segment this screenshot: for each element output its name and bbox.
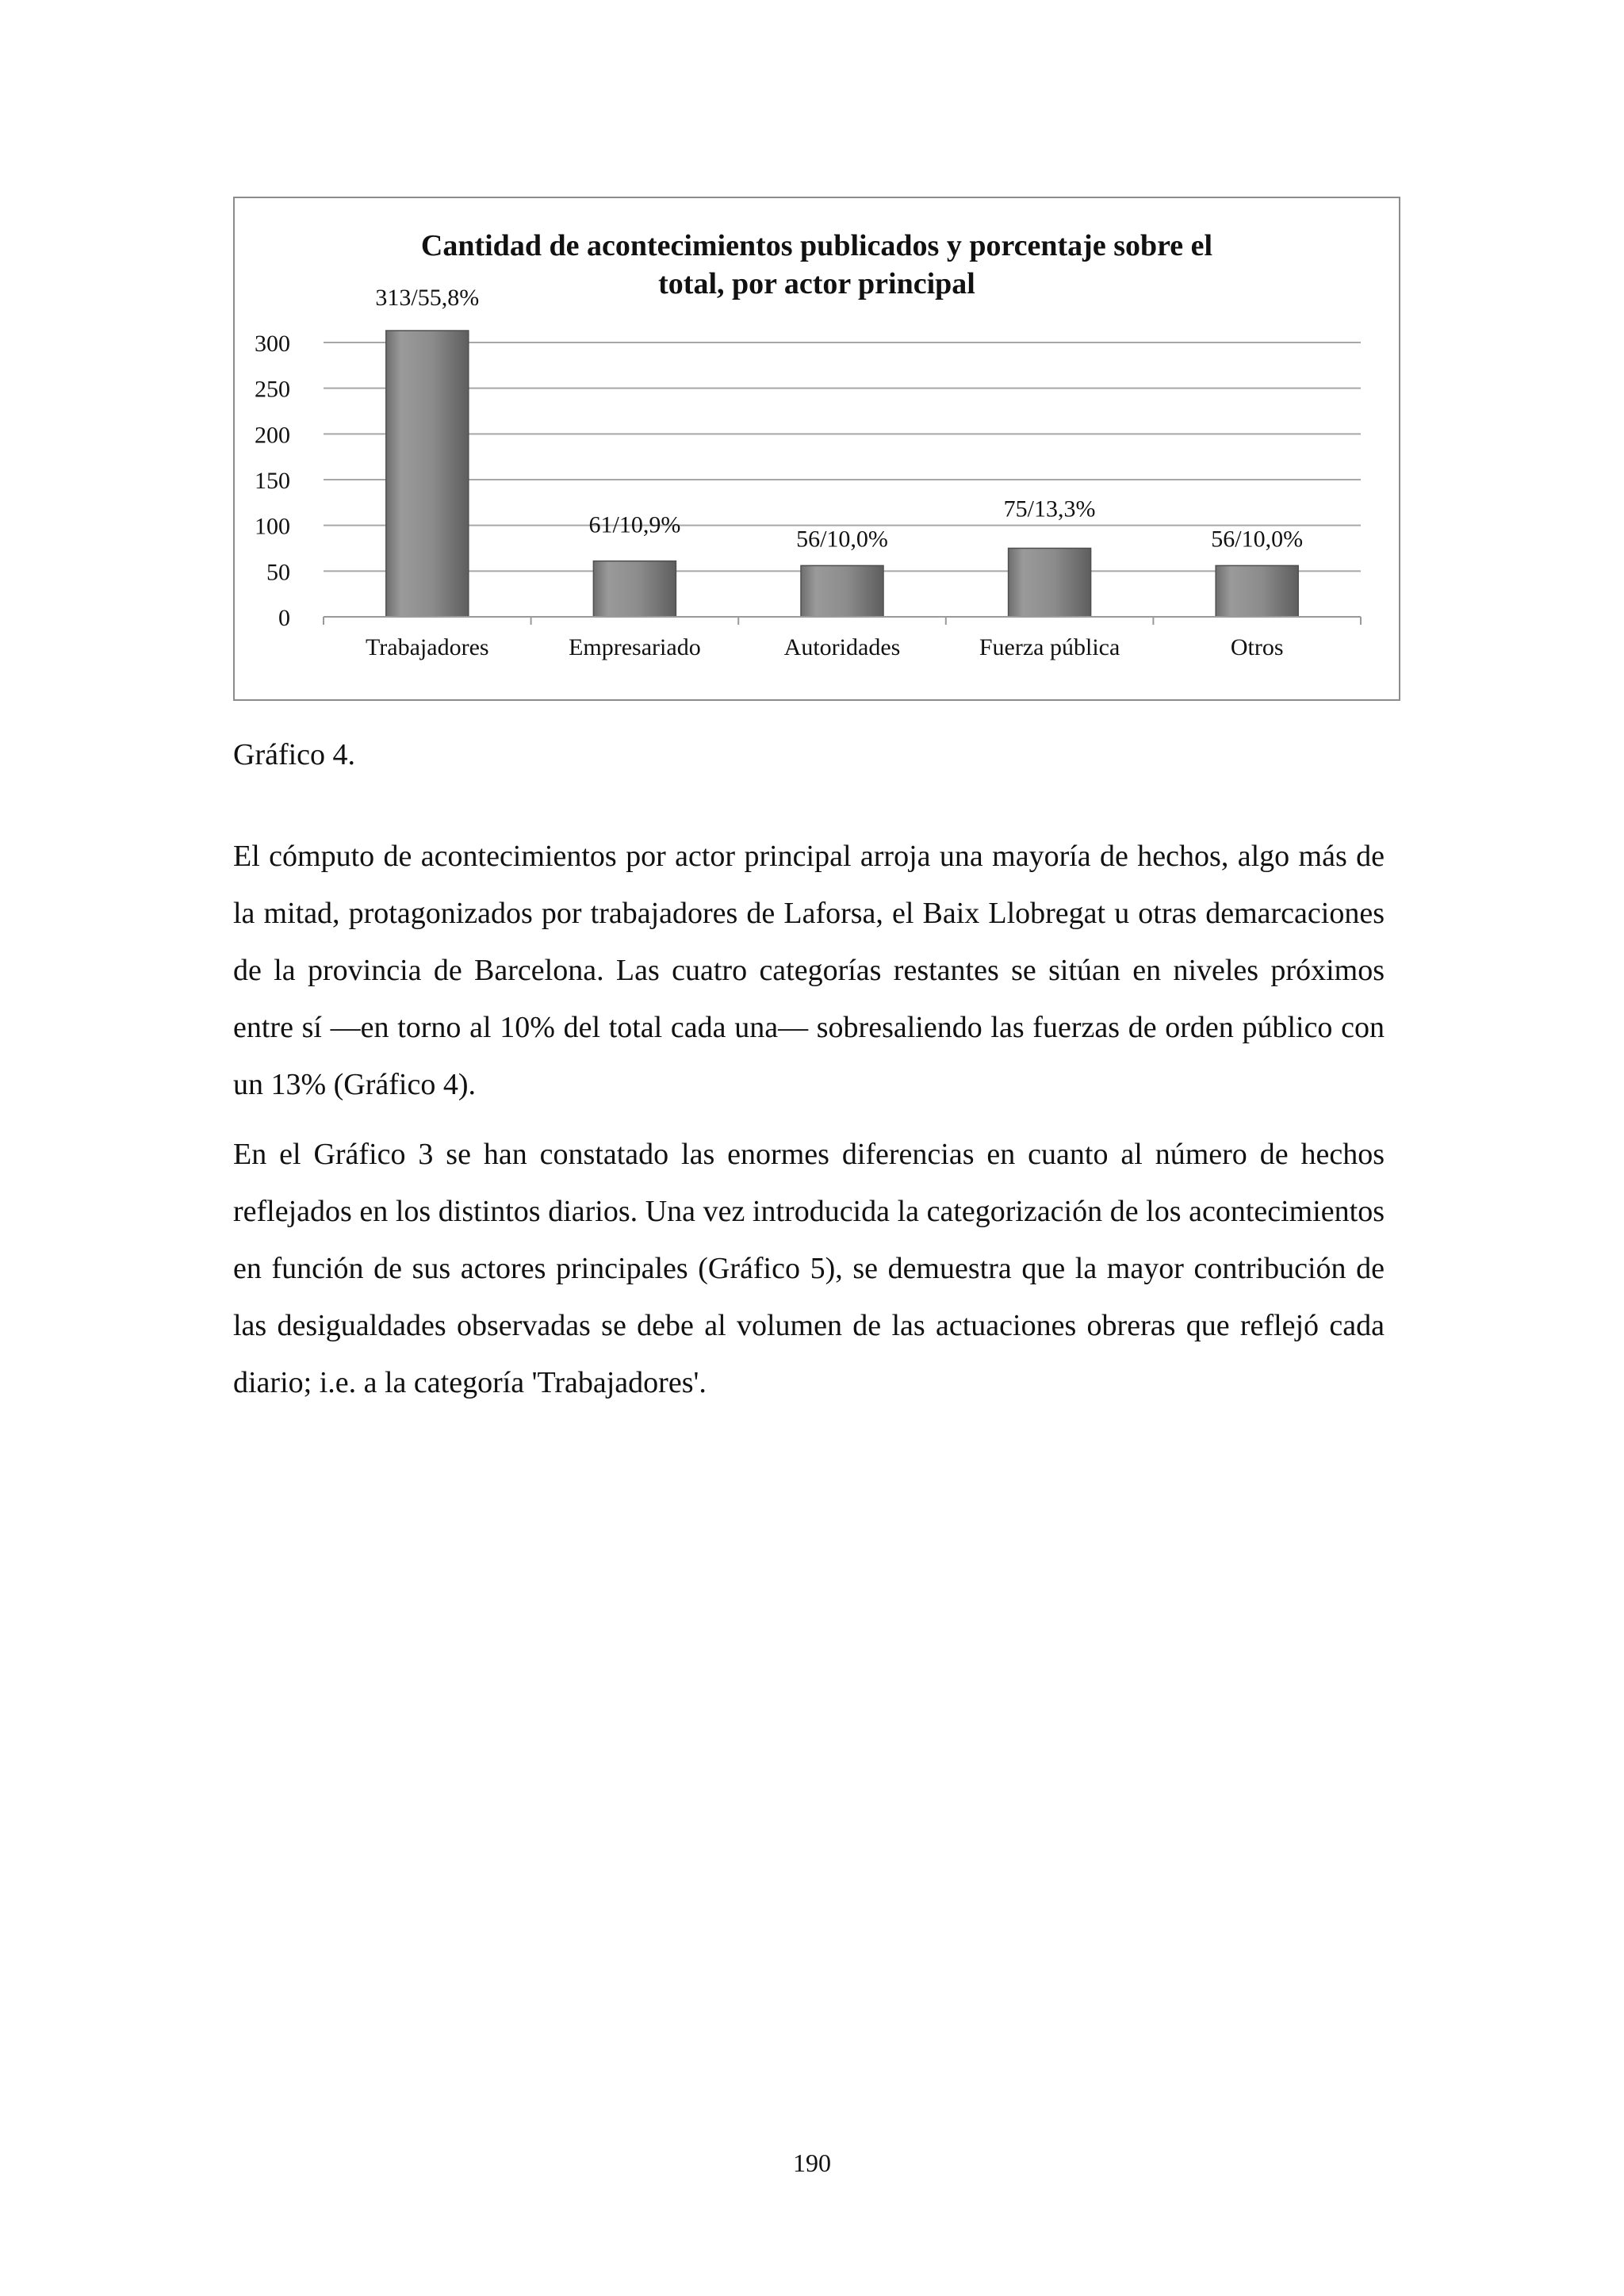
body-paragraph-1: El cómputo de acontecimientos por actor principal arroja una mayoría de hechos, algo más de la mitad, protagonizados por trabajadores de Laforsa, el Baix Llobregat u otras demarcaciones de la provincia de Barcelona. Las cuatro categorías restantes se sitúan en niveles próximos entre sí —en torno al 10% del total cada una— sobresaliendo las fuerzas de orden público con un 13% (Gráfico 4). bbox=[233, 840, 1385, 1101]
chart-figure bbox=[233, 197, 1400, 701]
y-tick-label-100: 100 bbox=[255, 513, 290, 540]
x-category-label-1: Trabajadores bbox=[366, 634, 489, 660]
data-label-4: 75/13,3% bbox=[1003, 496, 1096, 522]
x-category-label-3: Autoridades bbox=[783, 634, 901, 660]
x-category-label-2: Empresariado bbox=[569, 634, 701, 660]
data-label-1: 313/55,8% bbox=[375, 285, 480, 312]
y-tick-label-200: 200 bbox=[255, 422, 290, 449]
bar-empresariado bbox=[593, 561, 676, 617]
bar-chart bbox=[235, 198, 1399, 699]
y-tick-label-0: 0 bbox=[278, 605, 290, 631]
data-label-5: 56/10,0% bbox=[1211, 526, 1304, 553]
bar-otros bbox=[1216, 565, 1298, 617]
x-category-label-5: Otros bbox=[1230, 634, 1284, 660]
figure-caption: Gráfico 4. bbox=[233, 738, 356, 771]
y-tick-label-300: 300 bbox=[255, 331, 290, 357]
x-category-label-4: Fuerza pública bbox=[979, 634, 1120, 660]
data-label-3: 56/10,0% bbox=[796, 526, 888, 553]
data-label-2: 61/10,9% bbox=[588, 511, 681, 538]
bar-autoridades bbox=[801, 565, 883, 617]
body-paragraph-2: En el Gráfico 3 se han constatado las enormes diferencias en cuanto al número de hechos reflejados en los distintos diarios. Una vez introducida la categorización de los acontecimientos en función de sus actores principales (Gráfico 5), se demuestra que la mayor contribución de las desigualdades observadas se debe al volumen de las actuaciones obreras que reflejó cada diario; i.e. a la categoría 'Trabajadores'. bbox=[233, 1138, 1385, 1399]
bar-fuerza-pública bbox=[1009, 549, 1091, 618]
chart-title-line-1: Cantidad de acontecimientos publicados y porcentaje sobre el bbox=[420, 229, 1213, 262]
bar-trabajadores bbox=[386, 331, 469, 617]
y-tick-label-150: 150 bbox=[255, 468, 290, 494]
chart-title-line-2: total, por actor principal bbox=[658, 267, 975, 300]
y-tick-label-50: 50 bbox=[266, 559, 290, 586]
y-tick-label-250: 250 bbox=[255, 376, 290, 403]
page-number: 190 bbox=[793, 2149, 831, 2177]
